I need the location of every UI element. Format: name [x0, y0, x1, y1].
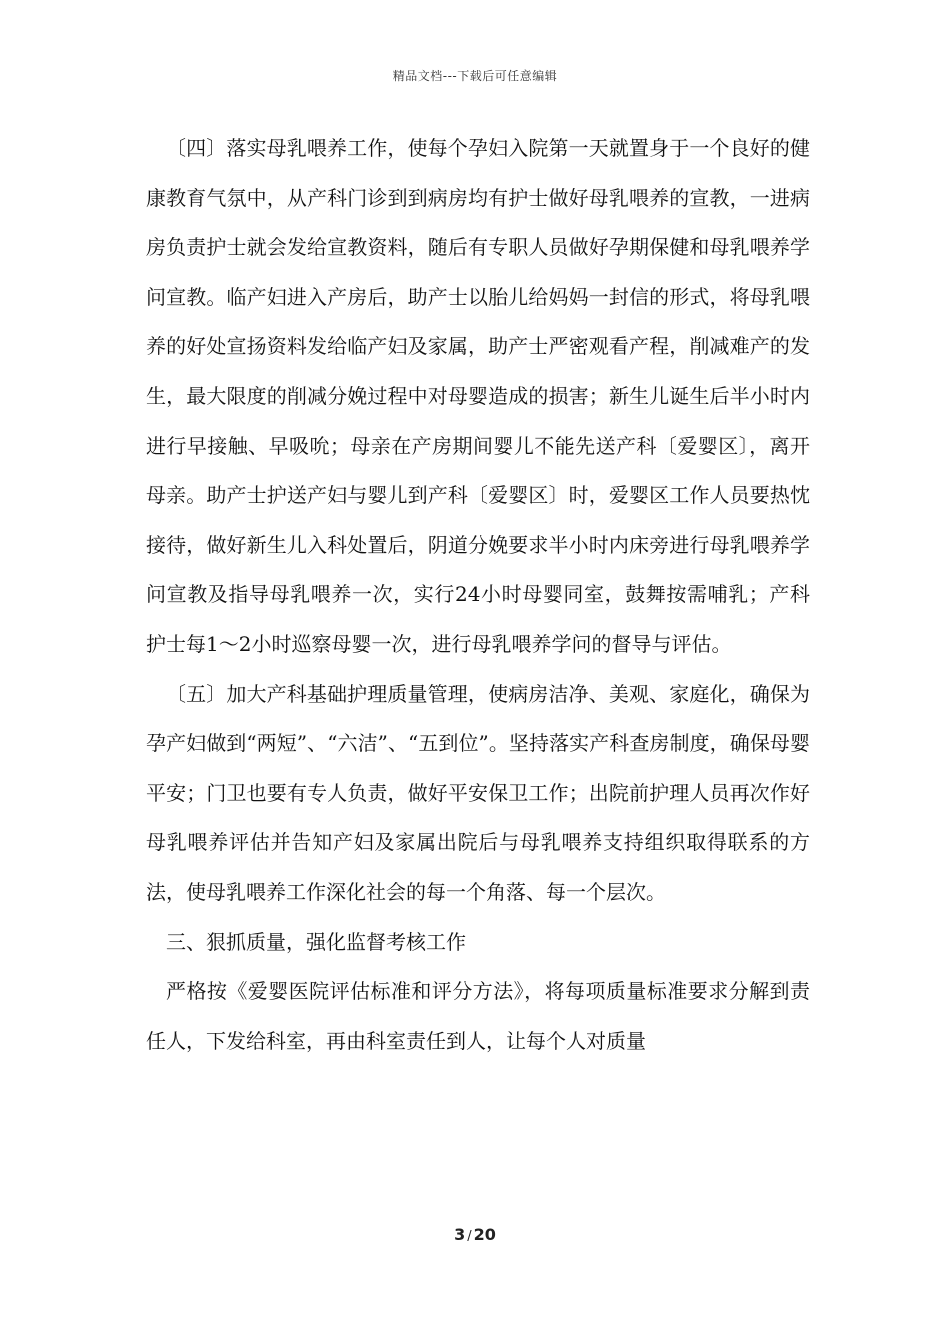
current-page: 3: [454, 1225, 466, 1244]
section-heading-three: 三、狠抓质量，强化监督考核工作: [166, 929, 466, 954]
paragraph-section-four: 〔四〕落实母乳喂养工作，使每个孕妇入院第一天就置身于一个良好的健康教育气氛中，从产科门诊到到病房均有护士做好母乳喂养的宣教，一进病房负责护士就会发给宣教资料，随后有专职人员做好孕期保健和母乳喂养学问宣教。临产妇进入产房后，助产士以胎儿给妈妈一封信的形式，将母乳喂养的好处宣扬资料发给临产妇及家属，助产士严密观看产程，削减难产的发生，最大限度的削减分娩过程中对母婴造成的损害；新生儿诞生后半小时内进行早接触、早吸吮；母亲在产房期间婴儿不能先送产科〔爱婴区〕，离开母亲。助产士护送产妇与婴儿到产科〔爱婴区〕时，爱婴区工作人员要热忱接待，做好新生儿入科处置后，阴道分娩要求半小时内床旁进行母乳喂养学问宣教及指导母乳喂养一次，实行24小时母婴同室，鼓舞按需哺乳；产科护士每1～2小时巡察母婴一次，进行母乳喂养学问的督导与评估。: [146, 136, 810, 656]
total-pages: 20: [473, 1225, 496, 1244]
page-number: [0, 1225, 950, 1244]
paragraph-section-five: 〔五〕加大产科基础护理质量管理，使病房洁净、美观、家庭化，确保为孕产妇做到“两短”、“六洁”、“五到位”。坚持落实产科查房制度，确保母婴平安；门卫也要有专人负责，做好平安保卫工作；出院前护理人员再次作好母乳喂养评估并告知产妇及家属出院后与母乳喂养支持组织取得联系的方法，使母乳喂养工作深化社会的每一个角落、每一个层次。: [146, 681, 810, 904]
paragraph-quality-standards: 严格按《爱婴医院评估标准和评分方法》，将每项质量标准要求分解到责任人，下发给科室，再由科室责任到人，让每个人对质量: [146, 979, 810, 1053]
document-body: [146, 124, 810, 1066]
page-separator: /: [467, 1229, 472, 1244]
page-header: 精品文档---下载后可任意编辑: [392, 69, 558, 83]
